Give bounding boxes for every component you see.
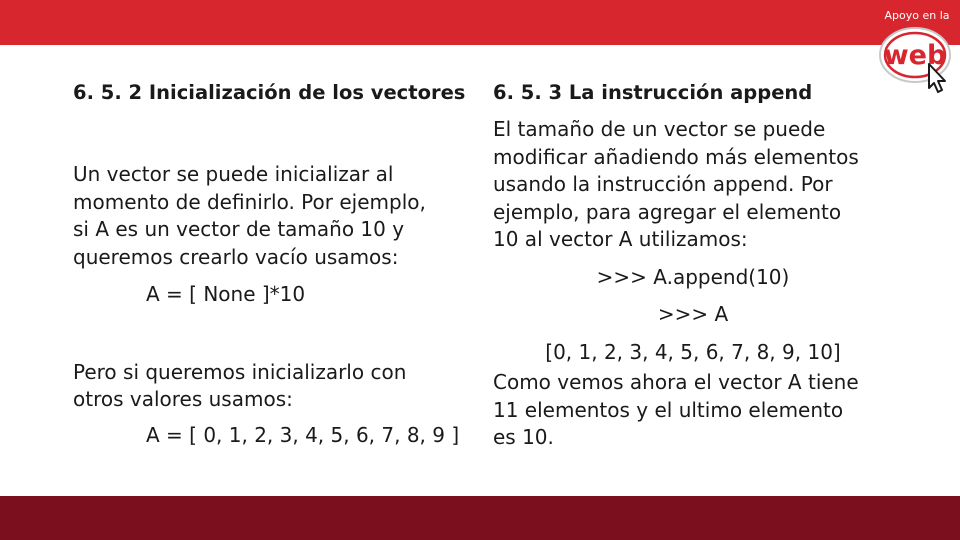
left-column <box>73 79 468 449</box>
logo-caption: Apoyo en la <box>884 9 950 22</box>
right-column <box>493 79 893 452</box>
left-heading: 6. 5. 2 Inicialización de los vectores <box>73 81 466 104</box>
right-code-a: >>> A <box>657 302 729 326</box>
left-para1-line2: momento de definirlo. Por ejemplo, <box>73 189 426 214</box>
right-code-result: [0, 1, 2, 3, 4, 5, 6, 7, 8, 9, 10] <box>545 339 841 364</box>
logo-word: web <box>883 40 947 71</box>
right-para2-line3: es 10. <box>493 425 554 449</box>
right-heading: 6. 5. 3 La instrucción append <box>493 81 813 104</box>
right-para2-line2: 11 elementos y el ultimo elemento <box>493 397 844 422</box>
footer-bar <box>0 496 960 540</box>
right-code-append: >>> A.append(10) <box>596 264 790 289</box>
left-para1-line3: si A es un vector de tamaño 10 y <box>73 217 405 241</box>
left-code-values: A = [ 0, 1, 2, 3, 4, 5, 6, 7, 8, 9 ] <box>146 422 460 447</box>
left-para1-line4: queremos crearlo vacío usamos: <box>73 244 399 269</box>
right-para1-line3: usando la instrucción append. Por <box>493 172 833 196</box>
left-para1-line1: Un vector se puede inicializar al <box>73 162 394 186</box>
right-para1-line5: 10 al vector A utilizamos: <box>493 227 748 251</box>
right-para1-line2: modificar añadiendo más elementos <box>493 144 859 169</box>
left-code-none: A = [ None ]*10 <box>146 282 306 306</box>
left-para2-line1: Pero si queremos inicializarlo con <box>73 359 407 384</box>
right-para1-line4: ejemplo, para agregar el elemento <box>493 199 842 224</box>
left-para2-line2: otros valores usamos: <box>73 387 293 411</box>
header-bar <box>0 0 960 45</box>
right-para2-line1: Como vemos ahora el vector A tiene <box>493 370 859 394</box>
right-para1-line1: El tamaño de un vector se puede <box>493 117 826 141</box>
